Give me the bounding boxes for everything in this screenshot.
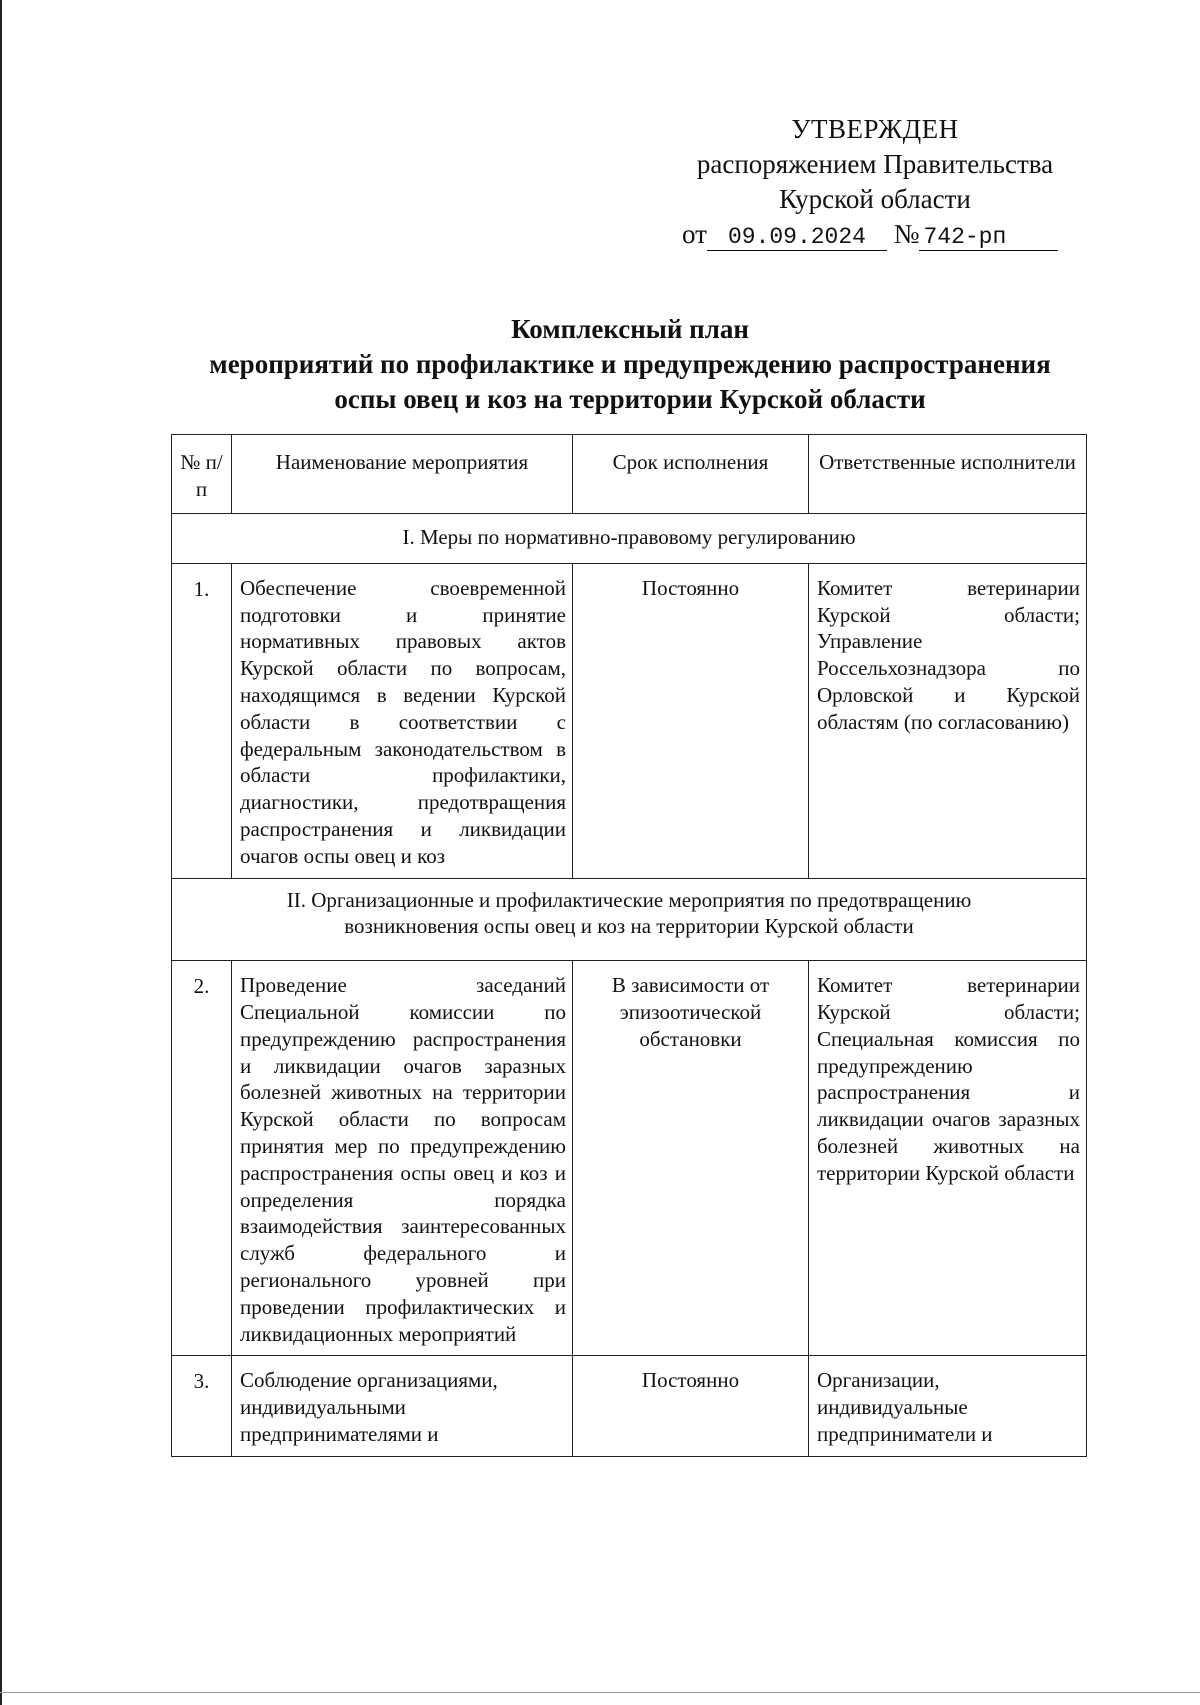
plan-table <box>171 434 1087 1457</box>
document-title <box>100 312 1160 417</box>
table-row <box>172 961 1087 1356</box>
row-2-term: В зависимости от эпизоотической обстановки <box>573 961 809 1356</box>
row-2-responsible: Комитет ветеринарии Курской области; Специальная комиссия по предупреждению распространения и ликвидации очагов заразных болезней животных на территории Курской области <box>809 961 1087 1356</box>
table-row <box>172 563 1087 878</box>
row-2-task: Проведение заседаний Специальной комиссии по предупреждению распространения и ликвидации очагов заразных болезней животных на территории Курской области по вопросам принятия мер по предупреждению распространения оспы овец и коз и определения порядка взаимодействия заинтересованных служб федерального и регионального уровней при проведении профилактических и ликвидационных мероприятий <box>232 961 573 1356</box>
approval-date: 09.09.2024 <box>707 224 887 251</box>
header-name: Наименование мероприятия <box>232 435 573 514</box>
row-1-responsible: Комитет ветеринарии Курской области; Управление Россельхознадзора по Орловской и Курской областям (по согласованию) <box>809 563 1087 878</box>
title-line-1: Комплексный план <box>511 314 749 344</box>
title-line-3: оспы овец и коз на территории Курской области <box>334 384 926 414</box>
page-left-edge <box>0 0 2 1705</box>
section-1-title: I. Меры по нормативно-правовому регулированию <box>172 514 1087 564</box>
table-header-row <box>172 435 1087 514</box>
approval-number: 742-рп <box>919 224 1058 251</box>
header-term: Срок исполнения <box>573 435 809 514</box>
row-3-term: Постоянно <box>573 1356 809 1456</box>
approval-dateline <box>660 217 1090 252</box>
row-1-term: Постоянно <box>573 563 809 878</box>
approval-heading: УТВЕРЖДЕН <box>791 114 959 144</box>
section-1-row <box>172 514 1087 564</box>
header-responsible: Ответственные исполнители <box>809 435 1087 514</box>
page-bottom-edge <box>0 1692 1200 1693</box>
table-row <box>172 1356 1087 1456</box>
row-2-num: 2. <box>172 961 232 1356</box>
section-2-row <box>172 878 1087 961</box>
row-3-responsible: Организации, индивидуальные предприниматели и <box>809 1356 1087 1456</box>
header-num: № п/п <box>172 435 232 514</box>
section-2-title: II. Организационные и профилактические мероприятия по предотвращению возникновения оспы овец и коз на территории Курской области <box>172 878 1087 961</box>
number-prefix: № <box>893 219 920 249</box>
row-3-num: 3. <box>172 1356 232 1456</box>
row-3-task: Соблюдение организациями, индивидуальными предпринимателями и <box>232 1356 573 1456</box>
title-line-2: мероприятий по профилактике и предупреждению распространения <box>209 349 1051 379</box>
date-prefix: от <box>682 219 707 249</box>
approval-block <box>660 112 1090 252</box>
approval-line-1: распоряжением Правительства <box>696 149 1054 179</box>
approval-line-2: Курской области <box>779 184 971 214</box>
row-1-task: Обеспечение своевременной подготовки и принятие нормативных правовых актов Курской области по вопросам, находящимся в ведении Курской области в соответствии с федеральным законодательством в области профилактики, диагностики, предотвращения распространения и ликвидации очагов оспы овец и коз <box>232 563 573 878</box>
row-1-num: 1. <box>172 563 232 878</box>
